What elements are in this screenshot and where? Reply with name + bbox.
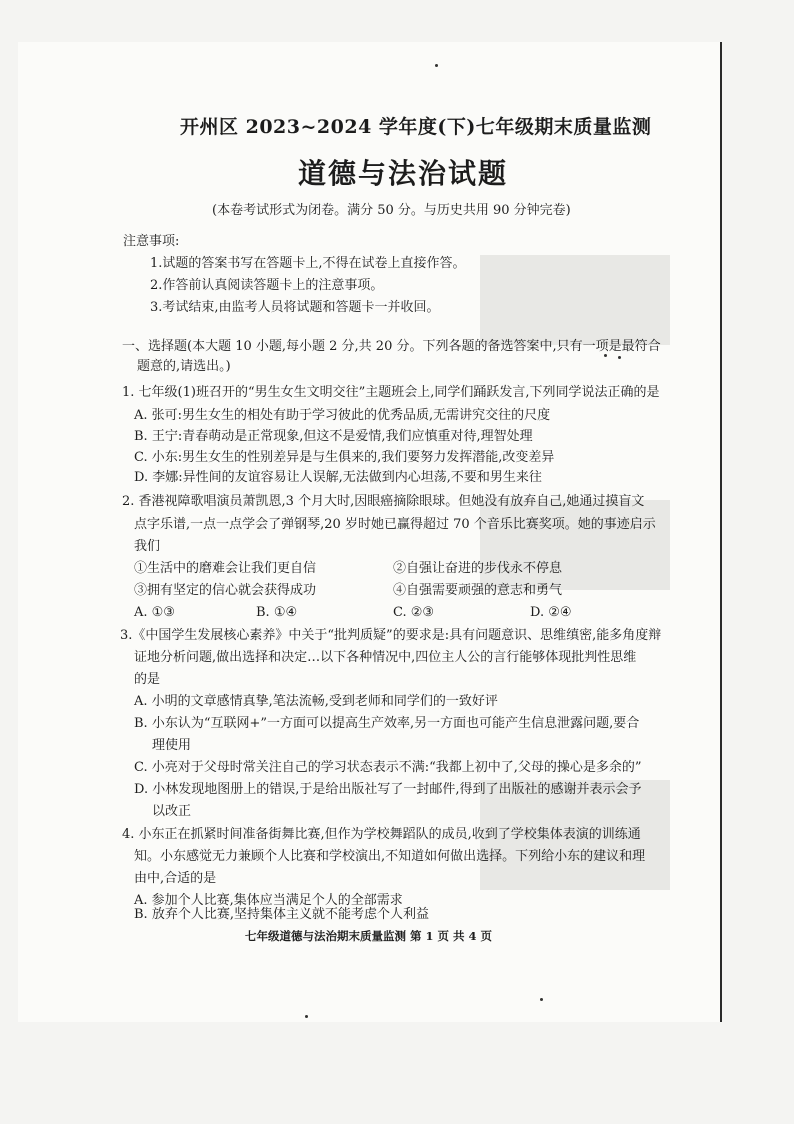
page-footer: 七年级道德与法治期末质量监测 第 1 页 共 4 页 [245, 929, 493, 943]
option-a: A. 参加个人比赛,集体应当满足个人的全部需求 [134, 893, 403, 908]
statement-2: ②自强让奋进的步伐永不停息 [393, 561, 563, 576]
scan-speck [305, 1015, 308, 1018]
statement-1: ①生活中的磨难会让我们更自信 [134, 561, 317, 576]
question-stem: 3.《中国学生发展核心素养》中关于“批判质疑”的要求是:具有问题意识、思维缜密,能多角度辩 [120, 628, 662, 643]
instruction-item: 2.作答前认真阅读答题卡上的注意事项。 [150, 278, 384, 293]
section-heading: 一、选择题(本大题 10 小题,每小题 2 分,共 20 分。下列各题的备选答案中,只有一项是最符合 [122, 339, 661, 354]
exam-note: (本卷考试形式为闭卷。满分 50 分。与历史共用 90 分钟完卷) [212, 203, 571, 218]
exam-title: 开州区 2023~2024 学年度(下)七年级期末质量监测 [180, 116, 652, 138]
subject-title: 道德与法治试题 [298, 157, 509, 190]
option-d: D. ②④ [530, 605, 572, 620]
question-stem-cont: 知。小东感觉无力兼顾个人比赛和学校演出,不知道如何做出选择。下列给小东的建议和理 [134, 849, 646, 864]
scan-speck [618, 356, 621, 359]
instruction-item: 1.试题的答案书写在答题卡上,不得在试卷上直接作答。 [150, 256, 466, 271]
option-b: B. 王宁:青春萌动是正常现象,但这不是爱情,我们应慎重对待,理智处理 [134, 429, 533, 444]
option-d: D. 小林发现地图册上的错误,于是给出版社写了一封邮件,得到了出版社的感谢并表示会予 [134, 782, 642, 797]
question-stem-cont: 我们 [134, 539, 161, 554]
question-stem: 1. 七年级(1)班召开的“男生女生文明交往”主题班会上,同学们踊跃发言,下列同学说法正确的是 [122, 385, 660, 400]
option-b: B. 放弃个人比赛,坚持集体主义就不能考虑个人利益 [134, 907, 429, 922]
statement-4: ④自强需要顽强的意志和勇气 [393, 583, 563, 598]
question-stem-cont: 点字乐谱,一点一点学会了弹钢琴,20 岁时她已赢得超过 70 个音乐比赛奖项。她的事迹启示 [134, 517, 656, 532]
option-a: A. 张可:男生女生的相处有助于学习彼此的优秀品质,无需讲究交往的尺度 [134, 408, 551, 423]
option-c: C. 小亮对于父母时常关注自己的学习状态表示不满:“我都上初中了,父母的操心是多余的” [134, 760, 642, 775]
question-stem-cont: 证地分析问题,做出选择和决定…以下各种情况中,四位主人公的言行能够体现批判性思维 [134, 650, 637, 665]
question-stem-cont: 的是 [134, 672, 161, 687]
statement-3: ③拥有坚定的信心就会获得成功 [134, 583, 317, 598]
scan-speck [435, 64, 438, 67]
scan-speck [540, 998, 543, 1001]
instructions-heading: 注意事项: [123, 234, 180, 249]
option-b-cont: 理使用 [152, 738, 192, 753]
scan-speck [604, 354, 607, 357]
question-stem-cont: 由中,合适的是 [134, 871, 217, 886]
option-a: A. 小明的文章感情真挚,笔法流畅,受到老师和同学们的一致好评 [134, 694, 498, 709]
question-stem: 4. 小东正在抓紧时间准备街舞比赛,但作为学校舞蹈队的成员,收到了学校集体表演的训练通 [122, 827, 641, 842]
option-a: A. ①③ [134, 605, 175, 620]
instruction-item: 3.考试结束,由监考人员将试题和答题卡一并收回。 [150, 300, 440, 315]
option-b: B. ①④ [256, 605, 298, 620]
option-d: D. 李娜:异性间的友谊容易让人误解,无法做到内心坦荡,不要和男生来往 [134, 470, 542, 485]
option-b: B. 小东认为“互联网+”一方面可以提高生产效率,另一方面也可能产生信息泄露问题,要合 [134, 716, 640, 731]
option-c: C. ②③ [393, 605, 435, 620]
section-heading-cont: 题意的,请选出。) [137, 359, 231, 374]
question-stem: 2. 香港视障歌唱演员萧凯恩,3 个月大时,因眼癌摘除眼球。但她没有放弃自己,她通过摸盲文 [122, 494, 645, 509]
option-d-cont: 以改正 [152, 804, 192, 819]
option-c: C. 小东:男生女生的性别差异是与生俱来的,我们要努力发挥潜能,改变差异 [134, 450, 555, 465]
